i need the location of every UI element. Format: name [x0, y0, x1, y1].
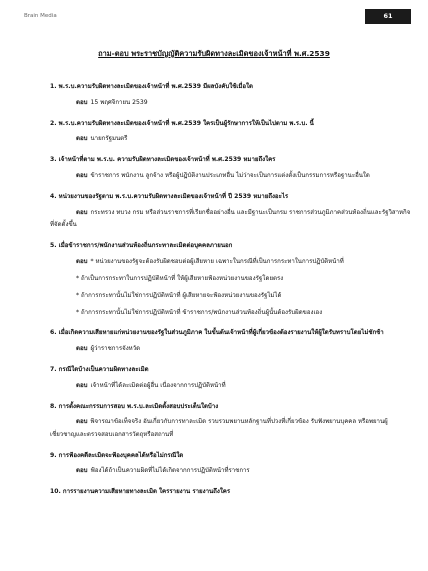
answer-9: [76, 465, 412, 477]
question-9: 9. การฟ้องคดีละเมิดจะฟ้องบุคคลได้หรือไม่กรณีใด: [50, 451, 184, 459]
qa-list: [50, 81, 412, 499]
question-6: 6. เมื่อเกิดความเสียหายแก่หน่วยงานของรัฐในส่วนภูมิภาค ในขั้นต้นเจ้าหน้าที่ผู้เกี่ยวข้องต้องรายงานให้ผู้ใดรับทราบโดยไม่ชักช้า: [50, 329, 384, 337]
document-title: ถาม-ตอบ พระราชบัญญัติความรับผิดทางละเมิดของเจ้าหน้าที่ พ.ศ.2539: [98, 49, 330, 58]
answer-text: พิจารณาข้อเท็จจริง อันเกี่ยวกับการทาละเมิด รวบรวมพยานหลักฐานที่ปวงที่เกี่ยวข้อง รับฟังพยานบุคคล หรือพยานผู้เชี่ยวชาญและตรวจสอบเอกสารวัตถุหรือสถานที่: [50, 418, 388, 438]
answer-1: [76, 97, 412, 109]
answer-2: [76, 133, 412, 145]
question-10: 10. การรายงานความเสียหายทางละเมิด ใครรายงาน รายงานถึงใคร: [50, 488, 231, 496]
answer-label: ตอบ: [76, 381, 88, 389]
answer-text: ผู้ว่าราชการจังหวัด: [90, 345, 141, 353]
answer-8: [50, 416, 412, 441]
header-brand: Brain Media: [24, 13, 57, 19]
question-5: 5. เมื่อข้าราชการ/พนักงานส่วนท้องถิ่นกระทาละเมิดต่อบุคคลภายนอก: [50, 241, 233, 249]
answer-4: [50, 207, 412, 232]
question-8: 8. การตั้งคณะกรรมการสอบ พ.ร.บ.ละเมิดตั้งสอบประเด็นใดบ้าง: [50, 402, 219, 410]
page-number-badge: 61: [365, 9, 411, 24]
answer-text: นายกรัฐมนตรี: [90, 135, 128, 143]
answer-6: [76, 343, 412, 355]
answer-label: ตอบ: [76, 135, 88, 143]
answer-text: ข้าราชการ พนักงาน ลูกจ้าง หรือผู้ปฏิบัติงานประเภทอื่น ไม่ว่าจะเป็นการแต่งตั้งเป็นกรรมการหรือฐานะอื่นใด: [90, 171, 370, 179]
answer-label: ตอบ: [76, 345, 88, 353]
question-4: 4. หน่วยงานของรัฐตาม พ.ร.บ.ความรับผิดทางละเมิดของเจ้าหน้าที่ ปี 2539 หมายถึงอะไร: [50, 192, 289, 200]
answer-text: เจ้าหน้าที่ได้ละเมิดต่อผู้อื่น เนื่องจากการปฏิบัติหน้าที่: [90, 381, 226, 389]
answer-label: ตอบ: [76, 418, 88, 426]
question-7: 7. กรณีใดบ้างเป็นความผิดทางละเมิด: [50, 365, 149, 373]
answer-3: [50, 170, 412, 182]
answer-5-point-1: * ถ้าเป็นการกระทาในการปฏิบัติหน้าที่ ให้ผู้เสียหายฟ้องหน่วยงานของรัฐโดยตรง: [76, 274, 284, 282]
answer-label: ตอบ: [76, 467, 88, 475]
question-2: 2. พ.ร.บ.ความรับผิดทางละเมิดของเจ้าหน้าที่ พ.ศ.2539 ใครเป็นผู้รักษาการให้เป็นไปตาม พ.ร.บ. นี้: [50, 119, 314, 127]
answer-label: ตอบ: [76, 257, 88, 265]
answer-7: [76, 380, 412, 392]
answer-5: [50, 256, 412, 268]
answer-5-point-3: * ถ้าการกระทานั้นไม่ใช่การปฏิบัติหน้าที่ ข้าราชการ/พนักงานส่วนท้องถิ่นผู้นั้นต้องรับผิดของเอง: [76, 308, 323, 316]
answer-text: 15 พฤศจิกายน 2539: [90, 98, 148, 106]
answer-label: ตอบ: [76, 208, 88, 216]
answer-text: * หน่วยงานของรัฐจะต้องรับผิดชอบต่อผู้เสียหาย เฉพาะในกรณีที่เป็นการกระทาในการปฏิบัติหน้าที่: [90, 257, 344, 265]
answer-text: ฟ้องได้ถ้าเป็นความผิดที่ไม่ได้เกิดจากการปฏิบัติหน้าที่ราชการ: [90, 467, 250, 475]
question-1: 1. พ.ร.บ.ความรับผิดทางละเมิดของเจ้าหน้าที่ พ.ศ.2539 มีผลบังคับใช้เมื่อใด: [50, 83, 253, 90]
answer-label: ตอบ: [76, 171, 88, 179]
answer-label: ตอบ: [76, 98, 88, 106]
answer-text: กระทรวง ทบวง กรม หรือส่วนราชการที่เรียกชื่ออย่างอื่น และมีฐานะเป็นกรม ราชการส่วนภูมิภาคส่วนท้องถิ่นและรัฐวิสาหกิจที่จัดตั้งขึ้น: [50, 208, 411, 228]
question-3: 3. เจ้าหน้าที่ตาม พ.ร.บ. ความรับผิดทางละเมิดของเจ้าหน้าที่ พ.ศ.2539 หมายถึงใคร: [50, 156, 276, 164]
answer-5-point-2: * ถ้าการกระทานั้นไม่ใช่การปฏิบัติหน้าที่ ผู้เสียหายจะฟ้องหน่วยงานของรัฐไม่ได้: [76, 291, 282, 299]
